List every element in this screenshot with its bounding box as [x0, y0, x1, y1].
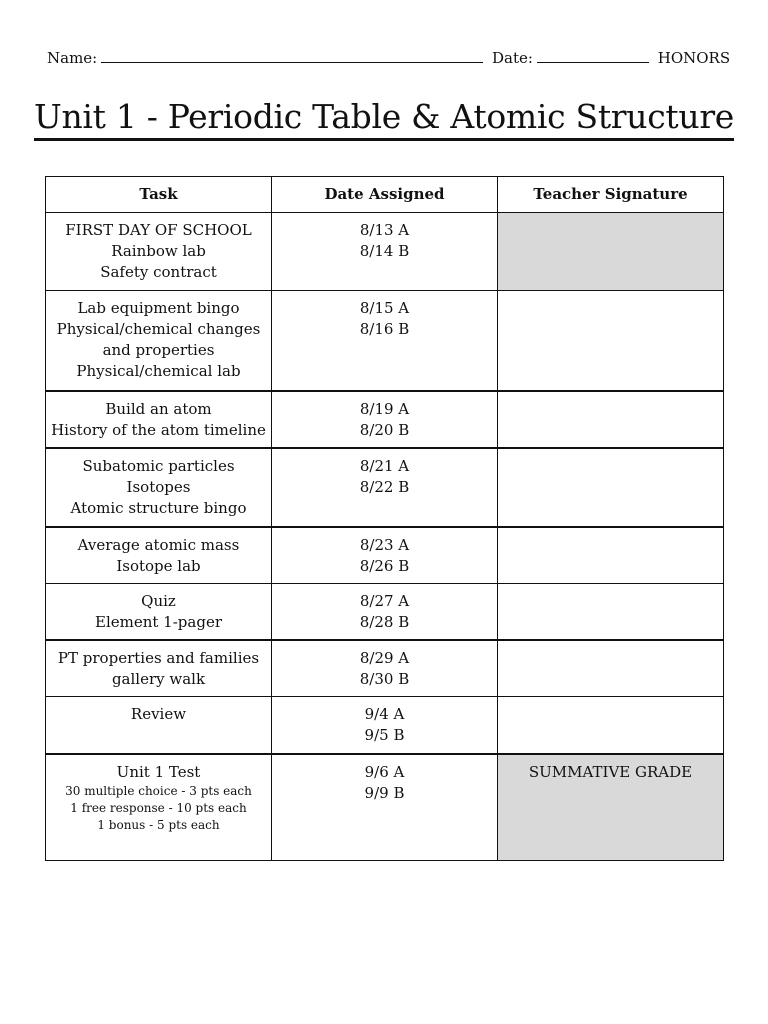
date-line: 8/14 B: [359, 242, 410, 260]
date-line: 8/20 B: [359, 420, 410, 439]
task-cell: [46, 754, 272, 861]
task-cell: [46, 697, 272, 754]
date-cell: [272, 448, 498, 527]
date-cell: [272, 291, 498, 391]
date-cell: [272, 640, 498, 697]
task-line: Average atomic mass: [77, 535, 240, 554]
summative-grade-cell: SUMMATIVE GRADE: [498, 754, 724, 861]
signature-cell[interactable]: [498, 584, 724, 640]
date-cell: [272, 584, 498, 640]
task-detail-line: 1 bonus - 5 pts each: [97, 817, 220, 832]
date-cell: [272, 391, 498, 448]
signature-cell[interactable]: [498, 391, 724, 448]
task-cell: [46, 291, 272, 391]
date-cell: [272, 754, 498, 861]
page-title-text: Unit 1 - Periodic Table & Atomic Structure: [34, 97, 734, 141]
task-line: Atomic structure bingo: [70, 498, 247, 517]
task-line: Lab equipment bingo: [77, 299, 240, 317]
table-row: [46, 754, 724, 861]
table-row: [46, 527, 724, 584]
date-line: 8/30 B: [359, 669, 410, 688]
student-info-line: [47, 46, 731, 70]
task-line: Physical/chemical lab: [76, 362, 241, 380]
date-label: Date:: [492, 49, 533, 67]
task-line: Rainbow lab: [111, 242, 206, 260]
task-detail-line: 1 free response - 10 pts each: [70, 800, 247, 815]
table-row: [46, 584, 724, 640]
table-header-row: [46, 177, 724, 213]
task-line: Safety contract: [100, 263, 217, 281]
date-line: 8/15 A: [359, 299, 410, 317]
task-line: FIRST DAY OF SCHOOL: [65, 221, 252, 239]
task-line: gallery walk: [111, 669, 206, 688]
table-row: [46, 391, 724, 448]
date-line: 8/27 A: [359, 592, 410, 610]
page-title: [0, 94, 768, 141]
table-row: [46, 448, 724, 527]
date-line: 8/21 A: [359, 456, 410, 475]
signature-cell[interactable]: [498, 448, 724, 527]
date-line: 9/9 B: [364, 783, 405, 802]
task-line: PT properties and families: [57, 648, 260, 667]
date-line: 8/23 A: [359, 535, 410, 554]
column-header-date-assigned: Date Assigned: [272, 177, 498, 213]
task-line: History of the atom timeline: [51, 420, 266, 439]
date-cell: [272, 697, 498, 754]
date-line: 8/28 B: [359, 613, 410, 631]
task-cell: [46, 640, 272, 697]
date-line: 8/29 A: [359, 648, 410, 667]
table-row: [46, 697, 724, 754]
level-label: HONORS: [657, 49, 731, 67]
task-cell: [46, 527, 272, 584]
date-line: 8/13 A: [359, 221, 410, 239]
date-line: 8/26 B: [359, 556, 410, 575]
task-line: Unit 1 Test: [116, 762, 201, 781]
date-line: 8/16 B: [359, 320, 410, 338]
task-cell: [46, 584, 272, 640]
date-line: 8/19 A: [359, 399, 410, 418]
assignment-table: [45, 176, 724, 861]
task-detail-line: 30 multiple choice - 3 pts each: [65, 783, 252, 798]
task-line: Physical/chemical changes: [56, 320, 261, 338]
signature-cell[interactable]: [498, 291, 724, 391]
task-line: Build an atom: [105, 399, 212, 418]
table-row: [46, 640, 724, 697]
task-cell: [46, 448, 272, 527]
date-field[interactable]: [537, 46, 649, 63]
task-line: Subatomic particles: [82, 456, 235, 475]
signature-cell: [498, 213, 724, 291]
table-row: [46, 213, 724, 291]
task-line: Quiz: [141, 592, 176, 610]
name-field[interactable]: [101, 46, 483, 63]
signature-cell[interactable]: [498, 697, 724, 754]
task-line: Element 1-pager: [95, 613, 222, 631]
signature-cell[interactable]: [498, 640, 724, 697]
date-line: 9/5 B: [364, 726, 405, 744]
task-cell: [46, 213, 272, 291]
date-cell: [272, 527, 498, 584]
task-cell: [46, 391, 272, 448]
task-line: and properties: [102, 341, 215, 359]
task-line: Isotope lab: [116, 556, 201, 575]
column-header-teacher-signature: Teacher Signature: [498, 177, 724, 213]
name-label: Name:: [47, 49, 98, 67]
signature-cell[interactable]: [498, 527, 724, 584]
table-row: [46, 291, 724, 391]
date-line: 9/6 A: [364, 762, 405, 781]
task-line: Isotopes: [126, 477, 191, 496]
column-header-task: Task: [46, 177, 272, 213]
date-cell: [272, 213, 498, 291]
date-line: 8/22 B: [359, 477, 410, 496]
task-line: Review: [130, 705, 187, 723]
date-line: 9/4 A: [364, 705, 405, 723]
